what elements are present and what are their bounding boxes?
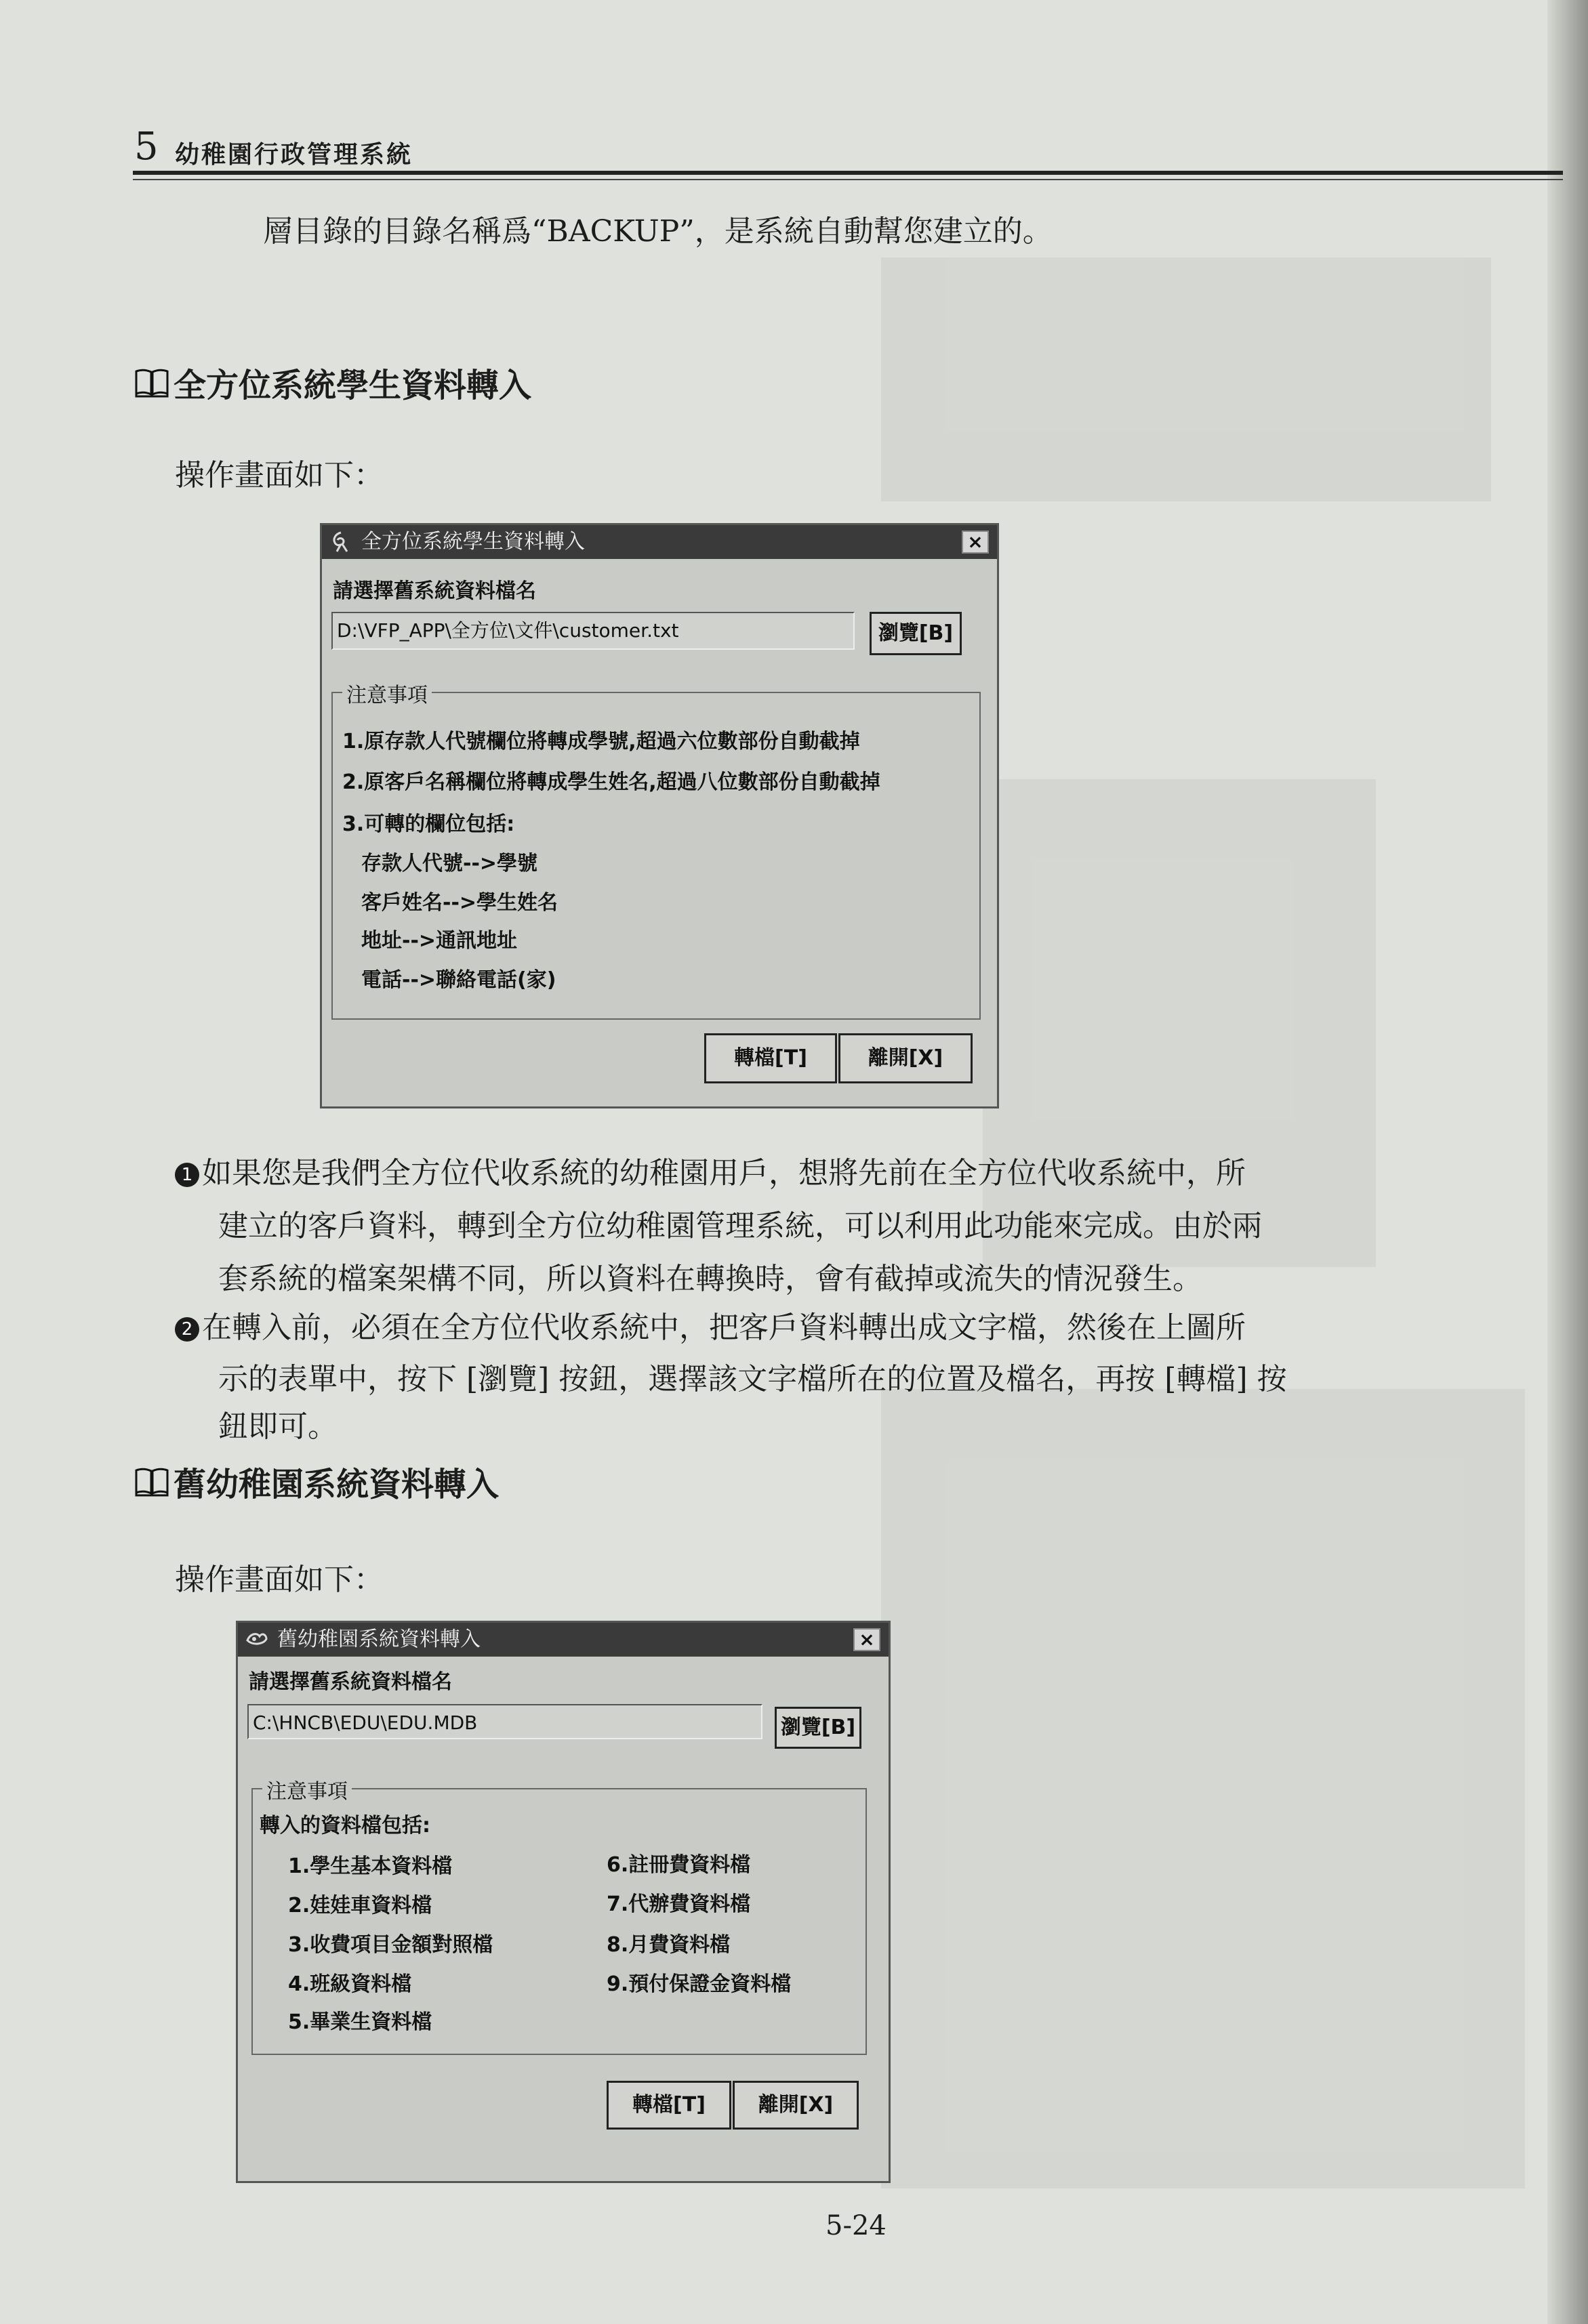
app-icon	[329, 531, 353, 554]
dialog-student-import	[320, 523, 999, 1108]
bullet2-line: 鈕即可。	[218, 1409, 338, 1444]
browse-button[interactable]: 瀏覽[B]	[870, 612, 962, 655]
note-line: 客戶姓名-->學生姓名	[361, 891, 558, 915]
dialog-title: 全方位系統學生資料轉入	[361, 530, 585, 554]
running-header-title: 幼稚園行政管理系統	[175, 140, 413, 169]
bullet2-text: 在轉入前，必須在全方位代收系統中，把客戶資料轉出成文字檔，然後在上圖所	[202, 1310, 1246, 1345]
chapter-number: 5	[134, 125, 159, 169]
page-number: 5-24	[826, 2210, 887, 2241]
operation-label: 操作畫面如下：	[175, 458, 384, 493]
file-label: 請選擇舊系統資料檔名	[333, 579, 536, 603]
file-item-right: 7.代辦費資料檔	[607, 1892, 751, 1916]
header-rule-thin	[133, 179, 1563, 180]
file-item-left: 5.畢業生資料檔	[288, 2010, 432, 2034]
page-edge-shadow	[1547, 0, 1588, 2324]
file-item-left: 4.班級資料檔	[288, 1972, 412, 1996]
note-line: 2.原客戶名稱欄位將轉成學生姓名,超過八位數部份自動截掉	[342, 770, 880, 794]
notes-title: 注意事項	[262, 1775, 352, 1804]
intro-line: 層目錄的目錄名稱爲“BACKUP”，是系統自動幫您建立的。	[263, 214, 1053, 249]
notes-group	[251, 1780, 867, 2055]
bullet2-line: 示的表單中，按下 [瀏覽] 按鈕，選擇該文字檔所在的位置及檔名，再按 [轉檔] 按	[218, 1362, 1287, 1396]
browse-button[interactable]: 瀏覽[B]	[775, 1707, 861, 1749]
header-rule	[133, 171, 1563, 175]
close-button[interactable]: ×	[853, 1628, 880, 1651]
bullet2-line	[175, 1304, 1246, 1352]
bullet1-text: 如果您是我們全方位代收系統的幼稚園用戶，想將先前在全方位代收系統中，所	[202, 1156, 1246, 1190]
dialog-legacy-import	[236, 1621, 891, 2183]
exit-button[interactable]: 離開[X]	[838, 1033, 973, 1083]
file-item-left: 1.學生基本資料檔	[288, 1854, 453, 1878]
section2-heading	[134, 1458, 499, 1505]
book-icon	[134, 367, 169, 398]
note-line: 地址-->通訊地址	[361, 929, 518, 953]
bullet1-line: 建立的客戶資料，轉到全方位幼稚園管理系統，可以利用此功能來完成。由於兩	[218, 1209, 1262, 1243]
book-icon	[134, 1466, 169, 1497]
file-path-input[interactable]: C:\HNCB\EDU\EDU.MDB	[247, 1704, 762, 1739]
bullet1-line: 套系統的檔案架構不同，所以資料在轉換時，會有截掉或流失的情況發生。	[218, 1262, 1202, 1296]
note-line: 3.可轉的欄位包括:	[342, 812, 515, 836]
file-label: 請選擇舊系統資料檔名	[249, 1670, 452, 1694]
section1-heading	[134, 359, 531, 406]
exit-button[interactable]: 離開[X]	[733, 2081, 859, 2130]
numbered-bullet-icon: 1	[175, 1163, 199, 1187]
note-line: 存款人代號-->學號	[361, 852, 538, 875]
file-path-input[interactable]: D:\VFP_APP\全方位\文件\customer.txt	[331, 612, 855, 650]
convert-button[interactable]: 轉檔[T]	[607, 2081, 731, 2130]
numbered-bullet-icon: 2	[175, 1317, 199, 1342]
bullet1-line	[175, 1149, 1246, 1198]
app-icon	[245, 1628, 269, 1651]
dialog-titlebar[interactable]	[322, 525, 997, 559]
section1-heading-text: 全方位系統學生資料轉入	[174, 367, 532, 404]
dialog-titlebar[interactable]	[238, 1623, 889, 1657]
notes-title: 注意事項	[342, 678, 432, 708]
file-item-left: 3.收費項目金額對照檔	[288, 1933, 493, 1957]
notes-group	[331, 684, 981, 1020]
file-item-left: 2.娃娃車資料檔	[288, 1894, 432, 1917]
file-item-right: 8.月費資料檔	[607, 1933, 731, 1957]
file-item-right: 9.預付保證金資料檔	[607, 1972, 792, 1996]
section2-heading-text: 舊幼稚園系統資料轉入	[174, 1466, 500, 1503]
convert-button[interactable]: 轉檔[T]	[704, 1033, 837, 1083]
bleed-through	[881, 257, 1491, 501]
notes-intro: 轉入的資料檔包括:	[260, 1814, 430, 1838]
close-button[interactable]: ×	[962, 531, 989, 554]
note-line: 電話-->聯絡電話(家)	[361, 968, 556, 992]
bleed-through	[881, 1389, 1525, 2188]
operation-label: 操作畫面如下：	[175, 1562, 384, 1597]
dialog-title: 舊幼稚園系統資料轉入	[277, 1627, 481, 1651]
note-line: 1.原存款人代號欄位將轉成學號,超過六位數部份自動截掉	[342, 730, 860, 753]
file-item-right: 6.註冊費資料檔	[607, 1853, 751, 1877]
